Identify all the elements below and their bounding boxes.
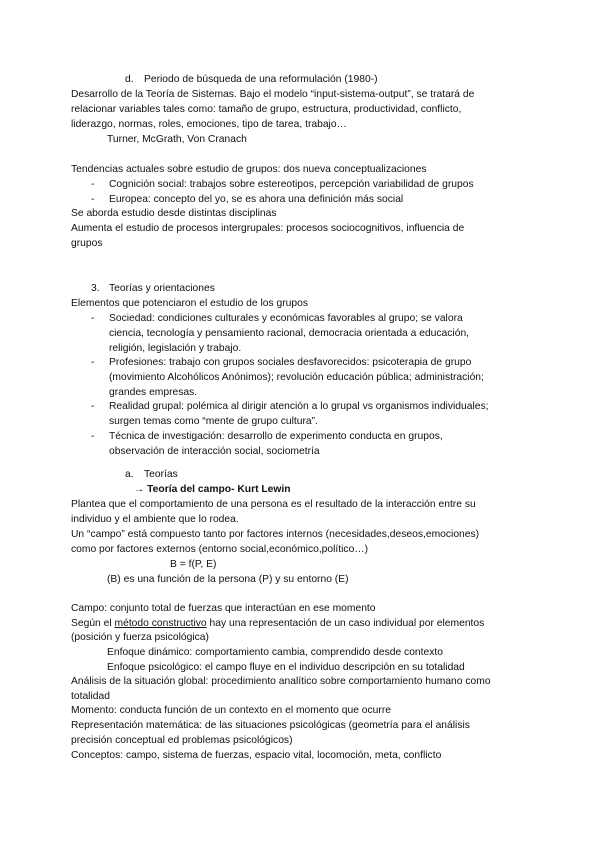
formula: B = f(P, E) bbox=[170, 559, 217, 570]
enfoque-line: Enfoque dinámico: comportamiento cambia, comprendido desde contexto bbox=[107, 647, 443, 658]
paragraph-line: Se aborda estudio desde distintas disciplinas bbox=[71, 208, 277, 219]
list-item: Europea: concepto del yo, se es ahora una definición más social bbox=[109, 194, 404, 205]
bullet-dash: - bbox=[91, 194, 95, 205]
paragraph-line: Según el método constructivo hay una representación de un caso individual por elementos bbox=[71, 618, 485, 629]
theory-subtitle: → Teoría del campo- Kurt Lewin bbox=[134, 484, 291, 495]
list-item: Profesiones: trabajo con grupos sociales desfavorecidos: psicoterapia de grupo bbox=[109, 357, 472, 368]
bullet-dash: - bbox=[91, 357, 95, 368]
list-item: Sociedad: condiciones culturales y económicas favorables al grupo; se valora bbox=[109, 313, 463, 324]
list-item-continuation: (movimiento Alcohólicos Anónimos); revolución educación pública; administración; bbox=[109, 372, 484, 383]
paragraph-line: Análisis de la situación global: procedimiento analítico sobre comportamiento humano como bbox=[71, 676, 491, 687]
authors-line: Turner, McGrath, Von Cranach bbox=[107, 134, 247, 145]
bullet-dash: - bbox=[91, 313, 95, 324]
paragraph-line: Conceptos: campo, sistema de fuerzas, espacio vital, locomoción, meta, conflicto bbox=[71, 750, 442, 761]
paragraph-line: grupos bbox=[71, 238, 103, 249]
section-d-heading: Periodo de búsqueda de una reformulación (1980-) bbox=[144, 74, 378, 85]
list-item-continuation: observación de interacción social, sociometría bbox=[109, 446, 320, 457]
paragraph-line: precisión conceptual ed problemas psicológicos) bbox=[71, 735, 293, 746]
paragraph-line: Campo: conjunto total de fuerzas que interactúan en ese momento bbox=[71, 603, 376, 614]
paragraph-line: relacionar variables tales como: tamaño de grupo, estructura, productividad, conflicto, bbox=[71, 104, 462, 115]
paragraph-line: Momento: conducta función de un contexto en el momento que ocurre bbox=[71, 705, 391, 716]
paragraph-line: Desarrollo de la Teoría de Sistemas. Bajo el modelo “input-sistema-output”, se tratará de bbox=[71, 89, 475, 100]
list-item-continuation: surgen temas como “mente de grupo cultura”. bbox=[109, 416, 318, 427]
tendencias-title: Tendencias actuales sobre estudio de grupos: dos nueva conceptualizaciones bbox=[71, 164, 427, 175]
paragraph-line: totalidad bbox=[71, 691, 110, 702]
bullet-dash: - bbox=[91, 179, 95, 190]
section-a-marker: a. bbox=[125, 469, 134, 480]
section-d-marker: d. bbox=[125, 74, 134, 85]
section-a-heading: Teorías bbox=[144, 469, 178, 480]
list-item: Realidad grupal: polémica al dirigir atención a lo grupal vs organismos individuales; bbox=[109, 401, 489, 412]
list-item-continuation: religión, legislación y trabajo. bbox=[109, 343, 242, 354]
paragraph-line: liderazgo, normas, roles, emociones, tipo de tarea, trabajo… bbox=[71, 119, 347, 130]
paragraph-line: como por factores externos (entorno social,económico,político…) bbox=[71, 544, 369, 555]
enfoque-line: Enfoque psicológico: el campo fluye en el individuo descripción en su totalidad bbox=[107, 662, 465, 673]
paragraph-line: Un “campo” está compuesto tanto por factores internos (necesidades,deseos,emociones) bbox=[71, 529, 480, 540]
bullet-dash: - bbox=[91, 431, 95, 442]
list-item: Técnica de investigación: desarrollo de experimento conducta en grupos, bbox=[109, 431, 443, 442]
paragraph-line: Plantea que el comportamiento de una persona es el resultado de la interacción entre su bbox=[71, 499, 476, 510]
section-3-heading: Teorías y orientaciones bbox=[109, 283, 215, 294]
paragraph-line: (posición y fuerza psicológica) bbox=[71, 632, 209, 643]
list-item: Cognición social: trabajos sobre estereotipos, percepción variabilidad de grupos bbox=[109, 179, 474, 190]
list-item-continuation: grandes empresas. bbox=[109, 387, 198, 398]
section-3-intro: Elementos que potenciaron el estudio de los grupos bbox=[71, 298, 308, 309]
paragraph-line: Representación matemática: de las situaciones psicológicas (geometría para el análisis bbox=[71, 720, 470, 731]
bullet-dash: - bbox=[91, 401, 95, 412]
list-item-continuation: ciencia, tecnología y pensamiento racional, democracia orientada a educación, bbox=[109, 328, 470, 339]
formula-note: (B) es una función de la persona (P) y su entorno (E) bbox=[107, 574, 349, 585]
section-3-marker: 3. bbox=[91, 283, 100, 294]
paragraph-line: individuo y el ambiente que lo rodea. bbox=[71, 514, 239, 525]
metodo-constructivo-term: método constructivo bbox=[114, 618, 207, 629]
paragraph-line: Aumenta el estudio de procesos intergrupales: procesos sociocognitivos, influencia de bbox=[71, 223, 465, 234]
